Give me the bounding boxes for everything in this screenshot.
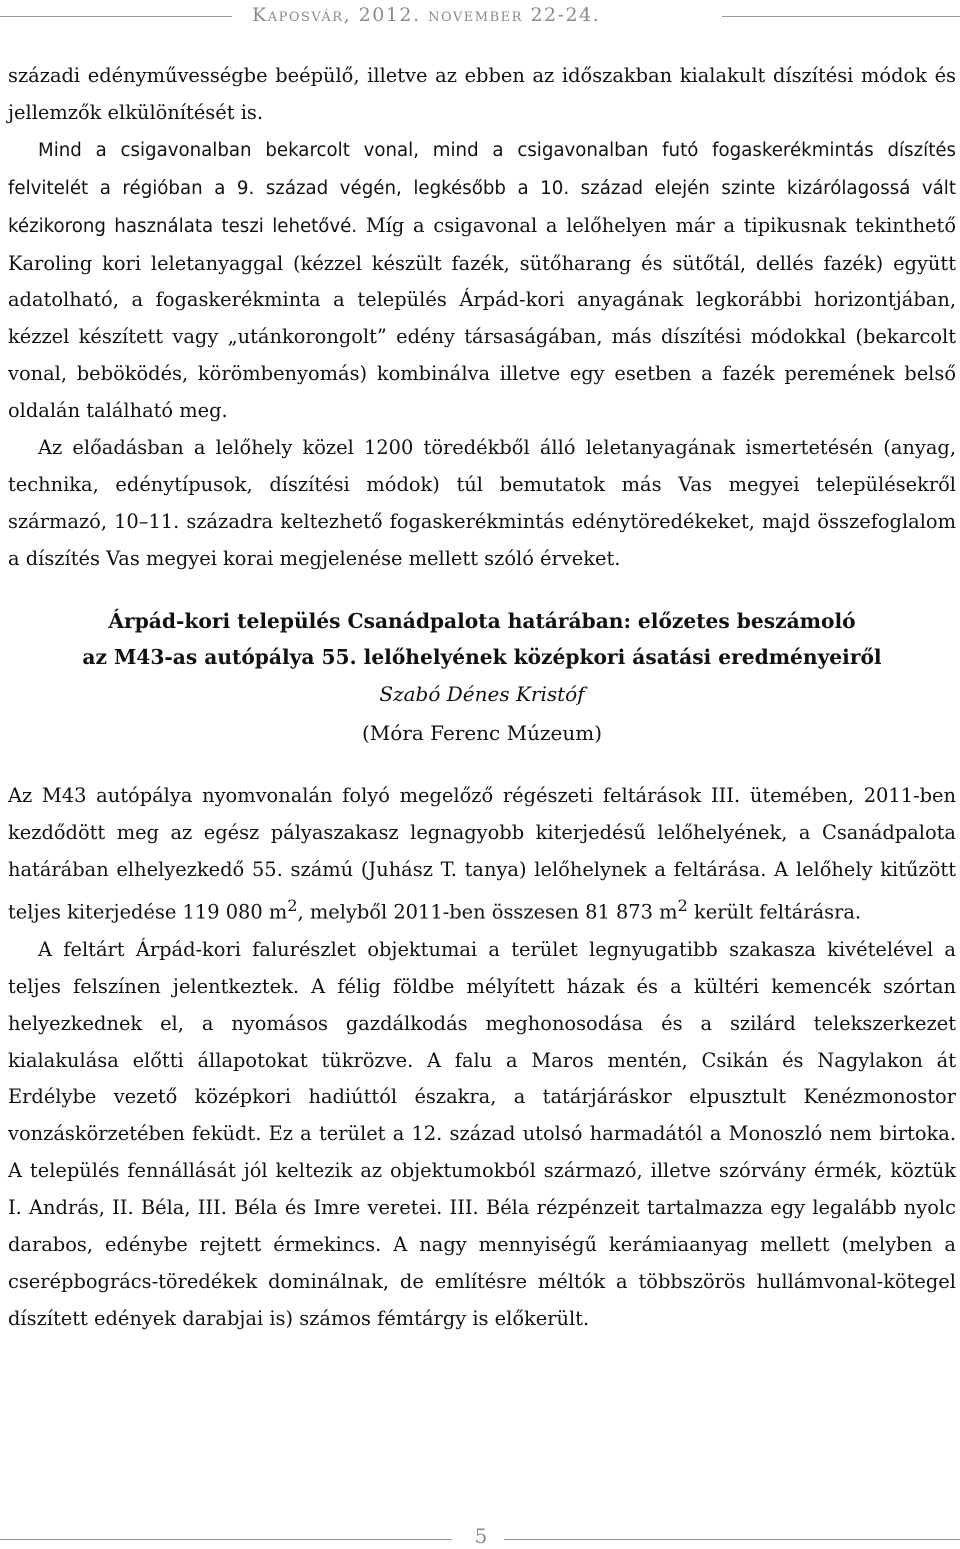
article-header [8, 603, 956, 753]
paragraph-decoration-dating-serif-part: Míg a csigavonal a lelőhelyen már a tipikusnak tekinthető Karoling kori leletanyaggal (kézzel készült fazék, sütőharang és sütőtál, dellés fazék) együtt adatolható, a fogaskerékminta a település Árpád-kori anyagának legkorábbi horizontjában, kézzel készített vagy „utánkorongolt” edény társaságában, más díszítési módokkal (bekarcolt vonal, beböködés, körömbenyomás) kombinálva illetve egy esetben a fazék peremének belső oldalán található meg. [8, 213, 956, 423]
header-rule-left [0, 16, 232, 17]
footer-rule-left [0, 1539, 452, 1540]
article-affiliation: (Móra Ferenc Múzeum) [362, 720, 602, 745]
article-paragraph-excavation-part-1: Az M43 autópálya nyomvonalán folyó megelőző régészeti feltárások III. ütemében, 2011-ben kezdődött meg az egész pályaszakasz legnagyobb kiterjedésű lelőhelyének, a Csanádpalota határában elhelyezkedő 55. számú (Juhász T. tanya) lelőhelynek a feltárása. A lelőhely kitűzött teljes kiterjedése 119 080 m [8, 783, 956, 924]
superscript-2: 2 [287, 896, 298, 916]
footer-rule-right [504, 1539, 960, 1540]
paragraph-continuation: századi edényművességbe beépülő, illetve az ebben az időszakban kialakult díszítési módok és jellemzők elkülönítését is. [8, 64, 956, 124]
superscript-2: 2 [677, 896, 688, 916]
article-title-line-2: az M43-as autópálya 55. lelőhelyének középkori ásatási eredményeiről [82, 644, 882, 669]
paragraph-decoration-dating [8, 132, 956, 430]
page-content [8, 58, 956, 1338]
header-rule-right [722, 16, 960, 17]
page-footer [0, 1518, 960, 1548]
page-number: 5 [474, 1524, 488, 1548]
paragraph-decoration-dating-sans-part: Mind a csigavonalban bekarcolt vonal, mind a csigavonalban futó fogaskerékmintás díszítés felvitelét a régióban a 9. század végén, legkésőbb a 10. század elején szinte kizárólagossá vált kézikorong használata teszi lehetővé. [8, 139, 956, 237]
running-header [0, 0, 960, 34]
running-header-title: Kaposvár, 2012. november 22-24. [252, 4, 601, 26]
article-author: Szabó Dénes Kristóf [379, 681, 585, 706]
article-paragraph-village: A feltárt Árpád-kori falurészlet objektumai a terület legnyugatibb szakasza kivételével a teljes felszínen jelentkeztek. A félig földbe mélyített házak és a kültéri kemencék szórtan helyezkednek el, a nyomásos gazdálkodás meghonosodása és a szilárd telekszerkezet kialakulása előtti állapotokat tükrözve. A falu a Maros mentén, Csikán és Nagylakon át Erdélybe vezető középkori hadiúttól északra, a tatárjáráskor elpusztult Kenézmonostor vonzáskörzetében feküdt. Ez a terület a 12. század utolsó harmadától a Monoszló nem birtoka. A település fennállását jól keltezik az objektumokból származó, illetve szórvány érmék, köztük I. András, II. Béla, III. Béla és Imre veretei. III. Béla rézpénzeit tartalmazza egy legalább nyolc darabos, edénybe rejtett érmekincs. A nagy mennyiségű kerámiaanyag mellett (melyben a cserépbogrács-töredékek dominálnak, de említésre méltók a többszörös hullámvonal-kötegel díszített edények darabjai is) számos fémtárgy is előkerült. [8, 937, 956, 1330]
article-title-line-1: Árpád-kori település Csanádpalota határában: előzetes beszámoló [108, 608, 856, 633]
article-paragraph-excavation-part-2: , melyből 2011-ben összesen 81 873 m [297, 900, 678, 924]
article-paragraph-excavation-part-3: került feltárásra. [687, 900, 862, 924]
article-paragraph-excavation [8, 778, 956, 932]
paragraph-lecture-summary: Az előadásban a lelőhely közel 1200 töredékből álló leletanyagának ismertetésén (anyag, technika, edénytípusok, díszítési módok) túl bemutatok más Vas megyei településekről származó, 10–11. századra keltezhető fogaskerékmintás edénytöredékeket, majd összefoglalom a díszítés Vas megyei korai megjelenése mellett szóló érveket. [8, 436, 956, 570]
